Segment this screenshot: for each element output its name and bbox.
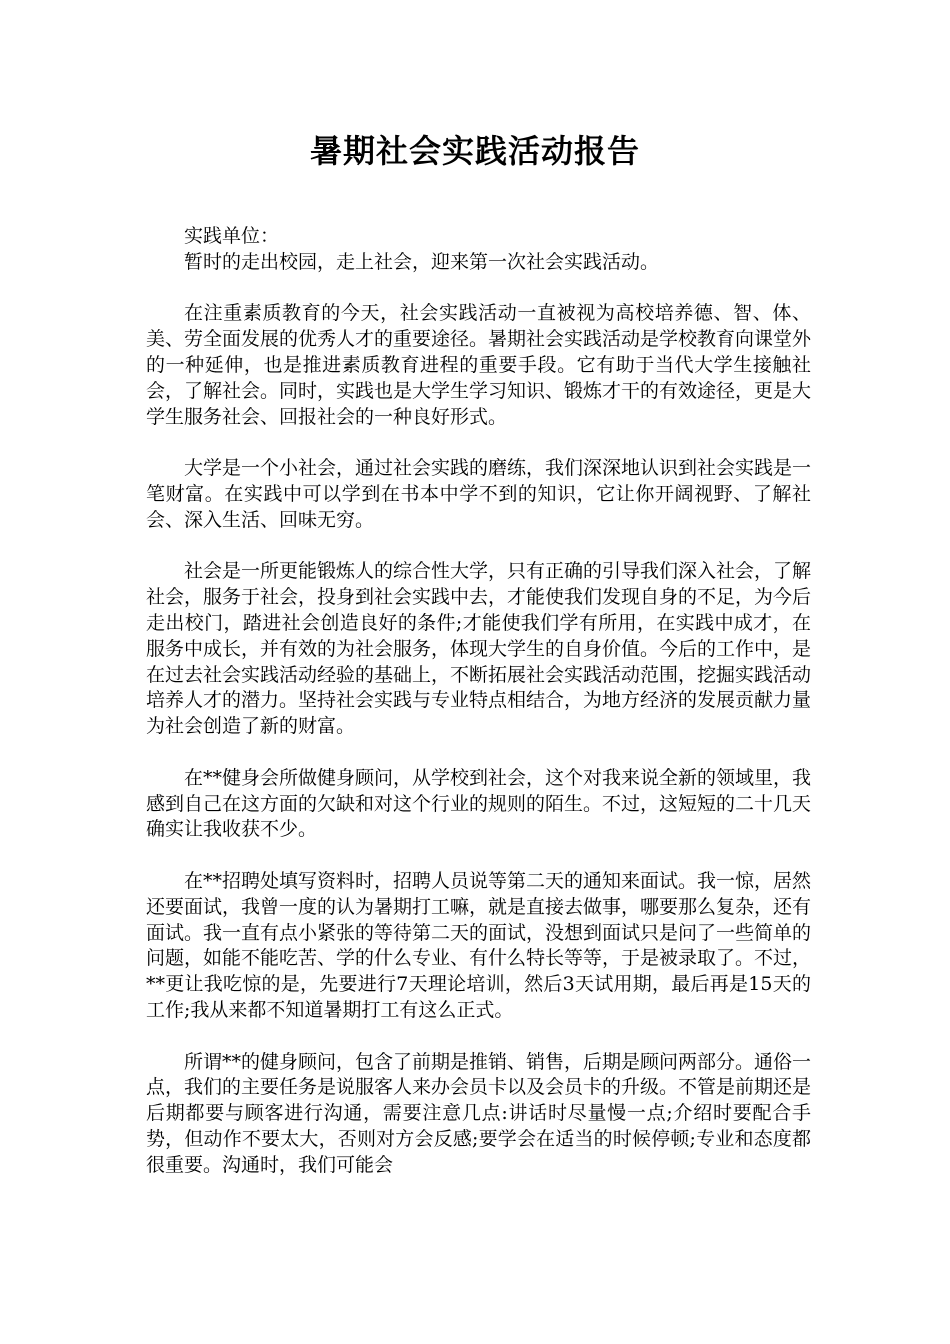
document-title: 暑期社会实践活动报告 <box>309 132 640 170</box>
paragraph-4: 在**健身会所做健身顾问，从学校到社会，这个对我来说全新的领域里，我感到自己在这方面的欠缺和对这个行业的规则的陌生。不过，这短短的二十几天确实让我收获不少。 <box>146 766 812 841</box>
intro-line: 暂时的走出校园，走上社会，迎来第一次社会实践活动。 <box>184 250 660 273</box>
paragraph-5: 在**招聘处填写资料时，招聘人员说等第二天的通知来面试。我一惊，居然还要面试，我曾一度的认为暑期打工嘛，就是直接去做事，哪要那么复杂，还有面试。我一直有点小紧张的等待第二天的面试，没想到面试只是问了一些简单的问题，如能不能吃苦、学的什么专业、有什么特长等等，于是被录取了。不过，**更让我吃惊的是，先要进行7天理论培训，然后3天试用期，最后再是15天的工作;我从来都不知道暑期打工有这么正式。 <box>146 869 812 1021</box>
paragraph-1: 在注重素质教育的今天，社会实践活动一直被视为高校培养德、智、体、美、劳全面发展的优秀人才的重要途径。暑期社会实践活动是学校教育向课堂外的一种延伸，也是推进素质教育进程的重要手段。它有助于当代大学生接触社会，了解社会。同时，实践也是大学生学习知识、锻炼才干的有效途径，更是大学生服务社会、回报社会的一种良好形式。 <box>146 302 812 428</box>
paragraph-2: 大学是一个小社会，通过社会实践的磨练，我们深深地认识到社会实践是一笔财富。在实践中可以学到在书本中学不到的知识，它让你开阔视野、了解社会、深入生活、回味无穷。 <box>146 457 812 531</box>
unit-line: 实践单位： <box>184 225 280 247</box>
document-body <box>146 224 811 1178</box>
paragraph-3: 社会是一所更能锻炼人的综合性大学，只有正确的引导我们深入社会，了解社会，服务于社会，投身到社会实践中去，才能使我们发现自身的不足，为今后走出校门，踏进社会创造良好的条件;才能使我们学有所用，在实践中成才，在服务中成长，并有效的为社会服务，体现大学生的自身价值。今后的工作中，是在过去社会实践活动经验的基础上，不断拓展社会实践活动范围，挖掘实践活动培养人才的潜力。坚持社会实践与专业特点相结合，为地方经济的发展贡献力量为社会创造了新的财富。 <box>146 560 812 738</box>
paragraph-6: 所谓**的健身顾问，包含了前期是推销、销售，后期是顾问两部分。通俗一点，我们的主要任务是说服客人来办会员卡以及会员卡的升级。不管是前期还是后期都要与顾客进行沟通，需要注意几点:讲话时尽量慢一点;介绍时要配合手势，但动作不要太大，否则对方会反感;要学会在适当的时候停顿;专业和态度都很重要。沟通时，我们可能会 <box>146 1050 812 1176</box>
